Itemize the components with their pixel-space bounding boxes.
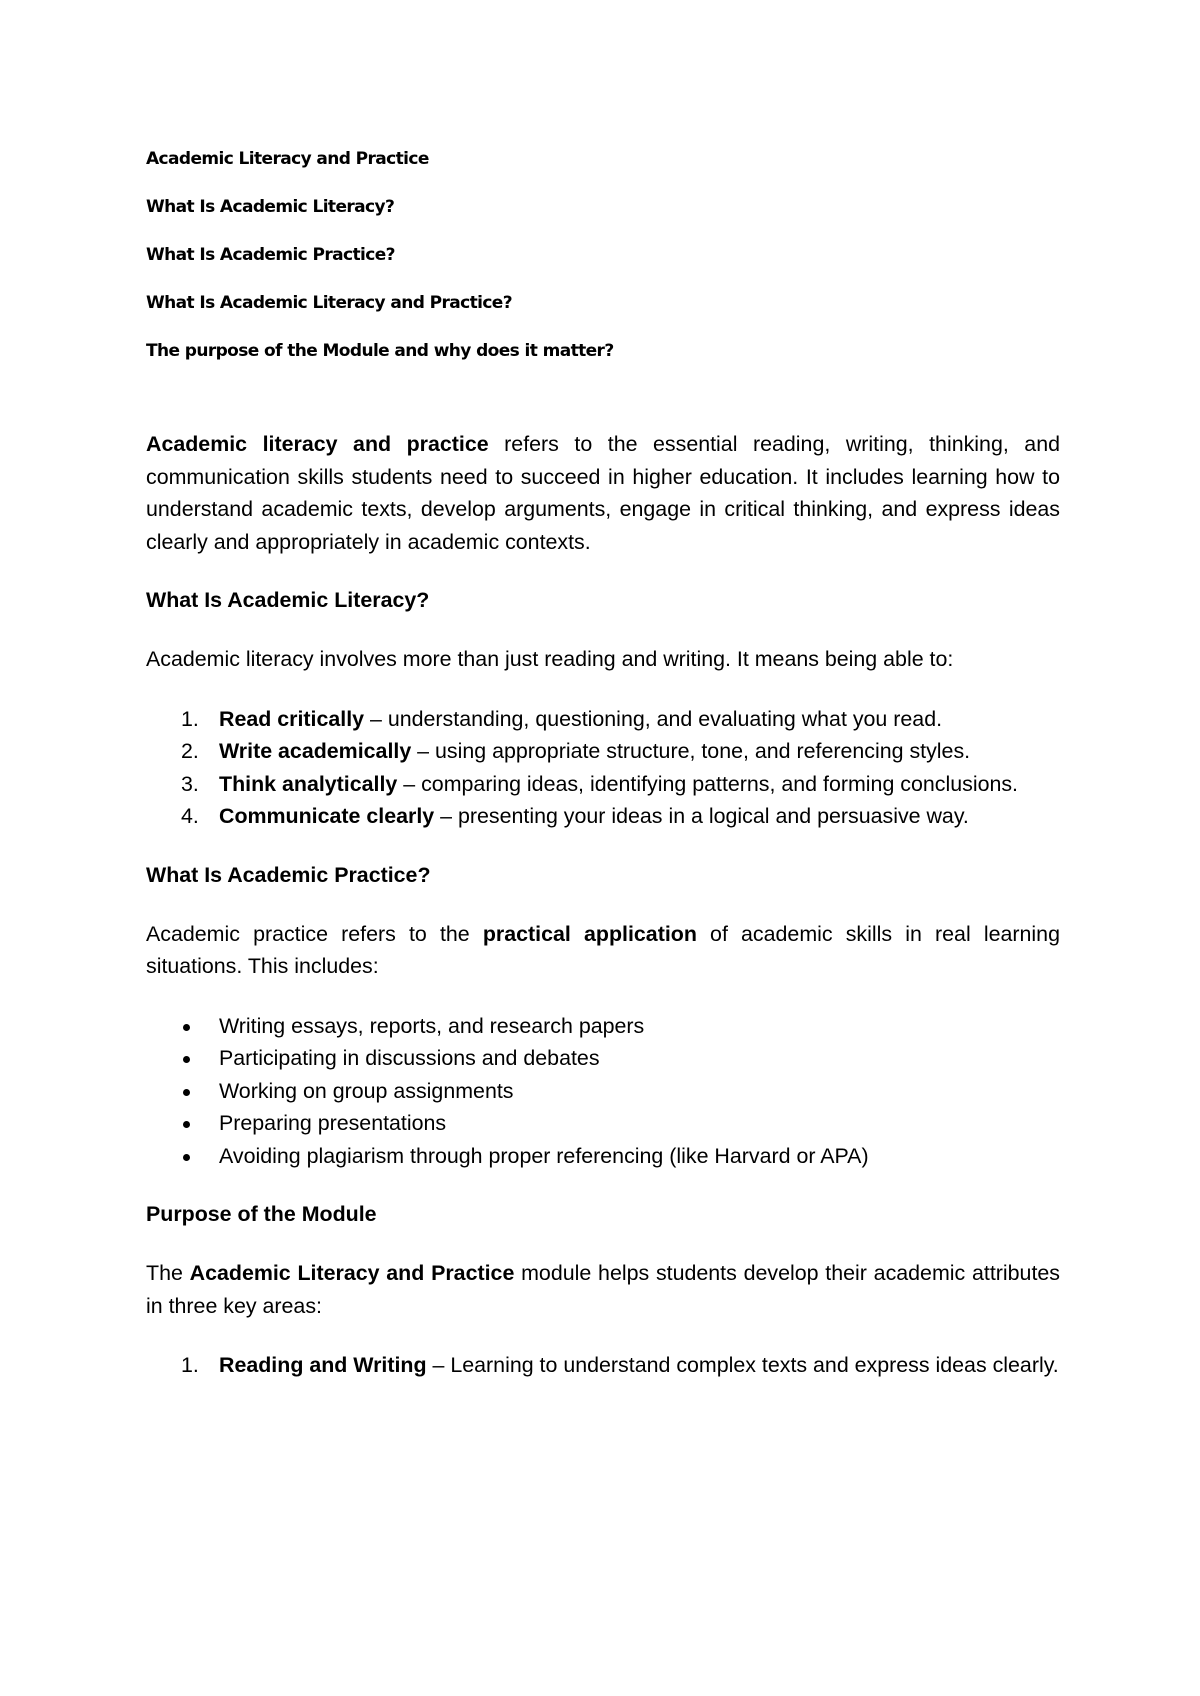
literacy-list: [146, 703, 1060, 833]
bullet-item: [146, 1010, 1060, 1043]
list-item: [146, 1349, 1060, 1382]
list-number: 1.: [181, 1353, 199, 1377]
list-item: [146, 703, 1060, 736]
bullet-text: Working on group assignments: [219, 1078, 514, 1103]
purpose-paragraph: [146, 1257, 1060, 1322]
list-item: [146, 735, 1060, 768]
intro-text: refers to the essential reading, writing, thinking, and communication skills students need to succeed in higher education. It includes learning how to understand academic texts, develop arguments, engage in critical thinking, and express ideas clearly and appropriately in academic contexts.: [146, 432, 1060, 554]
bullet-item: [146, 1107, 1060, 1140]
section-heading-purpose: Purpose of the Module: [146, 1202, 377, 1226]
bullet-icon: [183, 1121, 190, 1128]
practice-text-before: Academic practice refers to the: [146, 921, 483, 946]
list-item-bold: Think analytically: [219, 771, 398, 796]
toc-item: The purpose of the Module and why does it matter?: [146, 341, 614, 361]
list-item-bold: Reading and Writing: [219, 1353, 427, 1377]
list-item: [146, 768, 1060, 801]
practice-bold: practical application: [482, 921, 697, 946]
list-item-text: – comparing ideas, identifying patterns, and forming conclusions.: [397, 771, 1019, 796]
bullet-item: [146, 1042, 1060, 1075]
list-item-text: – understanding, questioning, and evaluating what you read.: [364, 706, 943, 731]
bullet-item: [146, 1140, 1060, 1173]
purpose-list: [146, 1349, 1060, 1382]
bullet-text: Preparing presentations: [219, 1111, 447, 1135]
purpose-text-after: module helps students develop their academic attributes in three key areas:: [146, 1261, 1060, 1318]
toc-item: What Is Academic Literacy and Practice?: [146, 293, 512, 313]
intro-paragraph: [146, 428, 1060, 558]
bullet-text: Avoiding plagiarism through proper referencing (like Harvard or APA): [219, 1143, 869, 1168]
list-item: [146, 800, 1060, 833]
document-body: [146, 428, 1060, 1382]
bullet-text: Participating in discussions and debates: [219, 1046, 600, 1070]
section-heading-practice: What Is Academic Practice?: [146, 862, 431, 887]
list-item-text: – presenting your ideas in a logical and persuasive way.: [434, 804, 969, 828]
list-number: 4.: [181, 804, 199, 828]
practice-text-after: of academic skills in real learning situations. This includes:: [146, 921, 1060, 978]
purpose-bold: Academic Literacy and Practice: [189, 1261, 515, 1285]
bullet-icon: [183, 1024, 190, 1031]
bullet-icon: [183, 1154, 190, 1161]
list-item-text: – Learning to understand complex texts and express ideas clearly.: [426, 1353, 1059, 1377]
section-heading-literacy: What Is Academic Literacy?: [146, 588, 430, 612]
literacy-paragraph: Academic literacy involves more than just reading and writing. It means being able to:: [146, 647, 954, 671]
list-item-bold: Write academically: [219, 739, 412, 763]
purpose-text-before: The: [146, 1261, 190, 1285]
list-item-bold: Read critically: [219, 706, 365, 731]
list-item-bold: Communicate clearly: [219, 804, 435, 828]
toc-item: What Is Academic Literacy?: [146, 197, 395, 217]
intro-bold: Academic literacy and practice: [146, 432, 489, 456]
table-of-contents: [146, 147, 846, 387]
list-number: 2.: [181, 739, 199, 763]
list-number: 3.: [181, 771, 199, 796]
list-item-text: – using appropriate structure, tone, and referencing styles.: [411, 739, 971, 763]
toc-item: What Is Academic Practice?: [146, 245, 395, 265]
list-number: 1.: [181, 706, 199, 731]
bullet-icon: [183, 1089, 190, 1096]
bullet-icon: [183, 1056, 190, 1063]
practice-paragraph: [146, 918, 1060, 983]
bullet-item: [146, 1075, 1060, 1108]
practice-bullet-list: [146, 1010, 1060, 1173]
toc-item: Academic Literacy and Practice: [146, 149, 429, 169]
bullet-text: Writing essays, reports, and research papers: [219, 1013, 645, 1038]
